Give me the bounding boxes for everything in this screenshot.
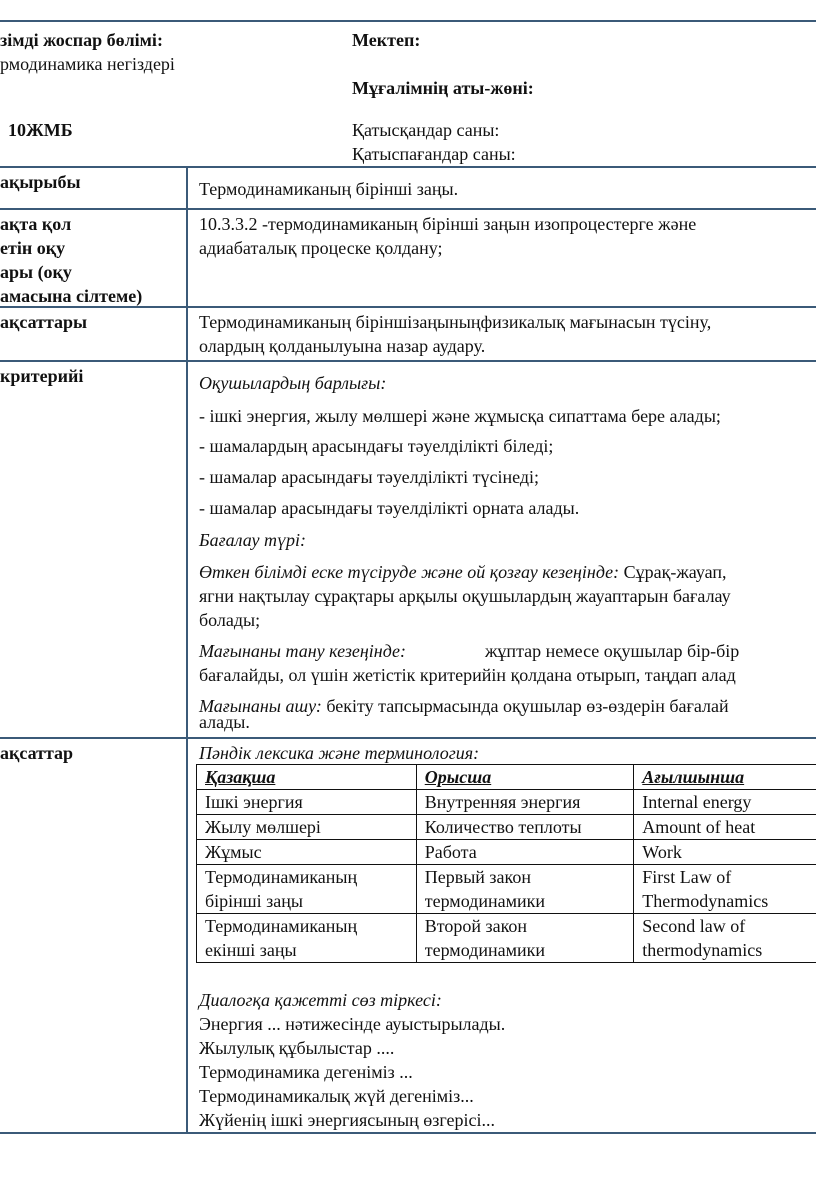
- section-label: зімді жоспар бөлімі:: [0, 30, 163, 50]
- stage2-line-2: бағалайды, ол үшін жетістік критерийін қолдана отырып, таңдап алад: [199, 665, 736, 685]
- phrase-2: Жылулық құбылыстар ....: [199, 1038, 395, 1058]
- table-row: [197, 840, 816, 865]
- vocab-cell: Жұмыс: [197, 840, 417, 865]
- stage2-text-1: жұптар немесе оқушылар бір-бір: [485, 641, 740, 661]
- stage3-text-1: бекіту тапсырмасында оқушылар өз-өздерін бағалай: [321, 696, 729, 716]
- school-label: Мектеп:: [352, 30, 421, 50]
- vocab-header-row: [197, 765, 816, 790]
- assessment-type: Бағалау түрі:: [199, 530, 306, 550]
- vocab-cell: Термодинамиканың екінші заңы: [197, 914, 417, 963]
- stage3-line-1: [199, 694, 729, 718]
- goals-label-line-2: етін оқу: [0, 238, 66, 258]
- phrase-3: Термодинамика дегеніміз ...: [199, 1062, 413, 1082]
- phrase-1: Энергия ... нәтижесінде ауыстырылады.: [199, 1014, 506, 1034]
- teacher-label: Мұғалімнің аты-жөні:: [352, 78, 534, 98]
- row-divider-topic: [0, 166, 816, 168]
- top-border: [0, 20, 816, 22]
- vocab-cell: Жылу мөлшері: [197, 815, 417, 840]
- table-row: [197, 790, 816, 815]
- vocab-title: Пәндік лексика және терминология:: [199, 743, 480, 763]
- class-label: 10ЖМБ: [8, 120, 73, 140]
- row-divider-goals: [0, 208, 816, 210]
- vocab-cell: Ішкі энергия: [197, 790, 417, 815]
- goals-value-line-1: 10.3.3.2 -термодинамиканың бірінші заңын изопроцестерге және: [199, 214, 697, 234]
- vocab-header-kazakh: Қазақша: [197, 765, 417, 790]
- section-value: рмодинамика негіздері: [0, 54, 175, 74]
- vocab-cell: Work: [634, 840, 816, 865]
- goals-label-line-3: ары (оқу: [0, 262, 72, 282]
- vocab-cell: Второй закон термодинамики: [416, 914, 634, 963]
- table-row: [197, 865, 816, 914]
- stage3-line-2: алады.: [199, 712, 250, 732]
- criteria-label: критерийі: [0, 366, 84, 386]
- language-label: ақсаттар: [0, 743, 74, 763]
- criteria-item-3: - шамалар арасындағы тәуелділікті түсінеді;: [199, 467, 540, 487]
- vocab-header-russian: Орысша: [416, 765, 634, 790]
- stage1-line-1: [199, 560, 727, 584]
- row-divider-criteria: [0, 360, 816, 362]
- phrase-5: Жүйенің ішкі энергиясының өзгерісі...: [199, 1110, 495, 1130]
- absent-label: Қатыспағандар саны:: [352, 144, 516, 164]
- stage1-line-3: болады;: [199, 610, 261, 630]
- bottom-border: [0, 1132, 816, 1134]
- goals-value-line-2: адиабаталық процеске қолдану;: [199, 238, 443, 258]
- objectives-value-line-2: олардың қолданылуына назар аудару.: [199, 336, 486, 356]
- phrase-4: Термодинамикалық жүй дегеніміз...: [199, 1086, 474, 1106]
- criteria-item-1: - ішкі энергия, жылу мөлшері және жұмысқа сипаттама бере алады;: [199, 406, 721, 426]
- dialog-title: Диалогқа қажетті сөз тіркесі:: [199, 990, 442, 1010]
- column-divider: [186, 166, 188, 1134]
- stage1-italic: Өткен білімді еске түсіруде және ой қозғау кезеңінде:: [199, 562, 620, 582]
- vocab-cell: Second law of thermodynamics: [634, 914, 816, 963]
- stage2-italic: Мағынаны тану кезеңінде:: [199, 641, 407, 661]
- table-row: [197, 815, 816, 840]
- topic-value: Термодинамиканың бірінші заңы.: [199, 179, 459, 199]
- objectives-label: ақсаттары: [0, 312, 88, 332]
- criteria-item-4: - шамалар арасындағы тәуелділікті орната алады.: [199, 498, 580, 518]
- table-row: [197, 914, 816, 963]
- topic-label: ақырыбы: [0, 172, 81, 192]
- goals-label-line-4: амасына сілтеме): [0, 286, 143, 306]
- vocab-cell: First Law of Thermodynamics: [634, 865, 816, 914]
- stage1-line-2: ягни нақтылау сұрақтары арқылы оқушылардың жауаптарын бағалау: [199, 586, 731, 606]
- row-divider-language: [0, 737, 816, 739]
- vocab-cell: Внутренняя энергия: [416, 790, 634, 815]
- vocab-cell: Работа: [416, 840, 634, 865]
- stage1-text-1: Сұрақ-жауап,: [619, 562, 727, 582]
- vocab-cell: Первый закон термодинамики: [416, 865, 634, 914]
- stage3-italic: Мағынаны ашу:: [199, 696, 322, 716]
- criteria-all-students: Оқушылардың барлығы:: [199, 373, 387, 393]
- goals-label-line-1: ақта қол: [0, 214, 72, 234]
- vocab-cell: Количество теплоты: [416, 815, 634, 840]
- objectives-value-line-1: Термодинамиканың біріншізаңыныңфизикалық мағынасын түсіну,: [199, 312, 712, 332]
- vocab-cell: Internal energy: [634, 790, 816, 815]
- vocab-cell: Термодинамиканың бірінші заңы: [197, 865, 417, 914]
- present-label: Қатысқандар саны:: [352, 120, 500, 140]
- criteria-item-2: - шамалардың арасындағы тәуелділікті біледі;: [199, 436, 554, 456]
- vocab-table: [196, 764, 816, 963]
- vocab-cell: Amount of heat: [634, 815, 816, 840]
- vocab-header-english: Ағылшынша: [634, 765, 816, 790]
